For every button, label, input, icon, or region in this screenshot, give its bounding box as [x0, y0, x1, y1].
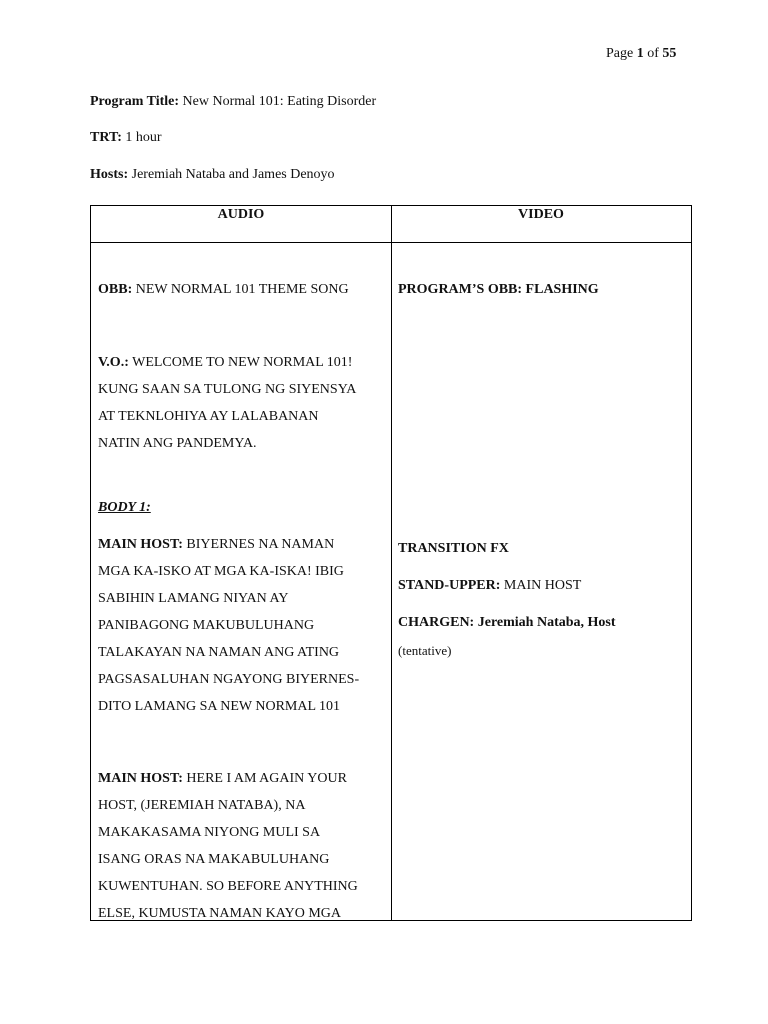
- page-of: of: [643, 46, 663, 61]
- program-title-label: Program Title:: [90, 94, 180, 109]
- video-transition-text: TRANSITION FX: [398, 541, 509, 556]
- vo-line: KUNG SAAN SA TULONG NG SIYENSYA: [98, 382, 357, 397]
- main-host-1-line: DITO LAMANG SA NEW NORMAL 101: [98, 699, 341, 714]
- video-obb-cue-text: PROGRAM’S OBB: FLASHING: [398, 282, 599, 297]
- trt-line: [90, 130, 162, 146]
- video-chargen-note: (tentative): [398, 643, 452, 658]
- body-heading-text: BODY 1:: [98, 500, 151, 515]
- audio-column-header: AUDIO: [217, 207, 265, 222]
- main-host-2-text: HERE I AM AGAIN YOUR: [182, 771, 347, 786]
- body-heading: [98, 494, 151, 521]
- audio-obb: [98, 276, 349, 303]
- stand-upper-label: STAND-UPPER:: [398, 578, 501, 593]
- program-title-value: New Normal 101: Eating Disorder: [179, 94, 377, 109]
- main-host-1-text: BIYERNES NA NAMAN: [182, 537, 335, 552]
- main-host-1-line: PAGSASALUHAN NGAYONG BIYERNES-: [98, 672, 360, 687]
- audio-obb-label: OBB:: [98, 282, 133, 297]
- audio-main-host-1: [98, 531, 359, 720]
- audio-vo-label: V.O.:: [98, 355, 129, 370]
- video-obb-cue: [398, 276, 599, 303]
- page-number: [606, 46, 676, 62]
- page-current: 1: [636, 46, 644, 61]
- main-host-2-line: ISANG ORAS NA MAKABULUHANG: [98, 852, 330, 867]
- chargen-value: Jeremiah Nataba, Host: [474, 615, 616, 630]
- page-total: 55: [662, 46, 677, 61]
- main-host-1-line: TALAKAYAN NA NAMAN ANG ATING: [98, 645, 340, 660]
- main-host-2-label: MAIN HOST:: [98, 771, 183, 786]
- header-divider: [91, 242, 691, 243]
- page-prefix: Page: [606, 46, 637, 61]
- vo-text: WELCOME TO NEW NORMAL 101!: [128, 355, 353, 370]
- main-host-1-line: [98, 531, 359, 558]
- video-chargen: [398, 609, 616, 636]
- video-stand-upper: [398, 572, 581, 599]
- video-column-header: VIDEO: [518, 207, 564, 222]
- program-title-line: [90, 94, 376, 110]
- audio-main-host-2: [98, 765, 358, 927]
- main-host-1-line: PANIBAGONG MAKUBULUHANG: [98, 618, 315, 633]
- script-table: [90, 205, 692, 921]
- stand-upper-value: MAIN HOST: [500, 578, 582, 593]
- audio-obb-text: NEW NORMAL 101 THEME SONG: [132, 282, 349, 297]
- hosts-line: [90, 167, 335, 183]
- video-transition: [398, 535, 509, 562]
- chargen-label: CHARGEN:: [398, 615, 475, 630]
- hosts-value: Jeremiah Nataba and James Denoyo: [128, 167, 335, 182]
- column-divider: [391, 206, 392, 920]
- main-host-2-line: HOST, (JEREMIAH NATABA), NA: [98, 798, 306, 813]
- vo-line: NATIN ANG PANDEMYA.: [98, 436, 257, 451]
- hosts-label: Hosts:: [90, 167, 129, 182]
- audio-vo: [98, 349, 356, 457]
- main-host-1-line: SABIHIN LAMANG NIYAN AY: [98, 591, 289, 606]
- main-host-2-line: [98, 765, 358, 792]
- main-host-2-line: MAKAKASAMA NIYONG MULI SA: [98, 825, 321, 840]
- main-host-2-line: ELSE, KUMUSTA NAMAN KAYO MGA: [98, 906, 341, 921]
- main-host-2-line: KUWENTUHAN. SO BEFORE ANYTHING: [98, 879, 358, 894]
- trt-label: TRT:: [90, 130, 122, 145]
- vo-line: AT TEKNLOHIYA AY LALABANAN: [98, 409, 319, 424]
- main-host-1-line: MGA KA-ISKO AT MGA KA-ISKA! IBIG: [98, 564, 344, 579]
- main-host-1-label: MAIN HOST:: [98, 537, 183, 552]
- vo-line: [98, 349, 356, 376]
- trt-value: 1 hour: [121, 130, 162, 145]
